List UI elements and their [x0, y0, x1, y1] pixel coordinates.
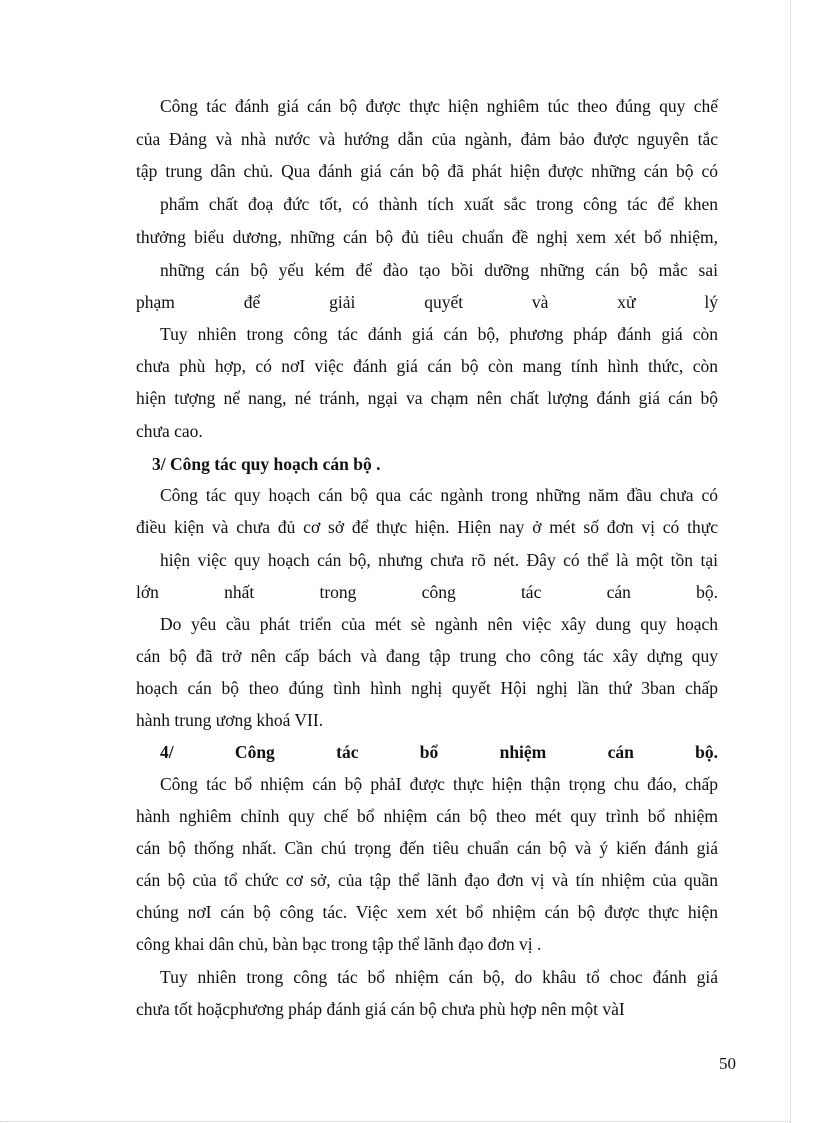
paragraph-line: Công tác bổ nhiệm cán bộ phảI được thực hiện thận trọng chu đáo, chấp	[160, 774, 718, 794]
paragraph-line: cán bộ đã trở nên cấp bách và đang tập trung cho công tác xây dựng quy	[136, 646, 718, 666]
paragraph-line: chưa tốt hoặcphương pháp đánh giá cán bộ chưa phù hợp nên một vàI	[136, 999, 625, 1019]
paragraph-line: phẩm chất đoạ đức tốt, có thành tích xuất sắc trong công tác để khen	[160, 194, 718, 214]
paragraph-line: Tuy nhiên trong công tác bổ nhiệm cán bộ, do khâu tổ choc đánh giá	[160, 967, 718, 987]
paragraph-line: tập trung dân chủ. Qua đánh giá cán bộ đã phát hiện được những cán bộ có	[136, 161, 718, 181]
paragraph-line: Công tác quy hoạch cán bộ qua các ngành trong những năm đầu chưa có	[160, 485, 718, 505]
paragraph-line: cán bộ thống nhất. Cần chú trọng đến tiêu chuẩn cán bộ và ý kiến đánh giá	[136, 838, 718, 858]
paragraph-line: thưởng biểu dương, những cán bộ đủ tiêu chuẩn đề nghị xem xét bổ nhiệm,	[136, 227, 718, 247]
paragraph-line: Do yêu cầu phát triển của mét sè ngành nên việc xây dung quy hoạch	[160, 614, 718, 634]
paragraph-line: chưa cao.	[136, 421, 203, 441]
paragraph-line: công khai dân chủ, bàn bạc trong tập thể lãnh đạo đơn vị .	[136, 934, 542, 954]
paragraph-line: lớn nhất trong công tác cán bộ.	[136, 582, 718, 602]
paragraph-line: chúng nơI cán bộ công tác. Việc xem xét bổ nhiệm cán bộ được thực hiện	[136, 902, 718, 922]
page-border-right	[790, 0, 791, 1123]
page-number: 50	[719, 1054, 736, 1073]
paragraph-line: Tuy nhiên trong công tác đánh giá cán bộ, phương pháp đánh giá còn	[160, 324, 718, 344]
section-heading: 4/ Công tác bổ nhiệm cán bộ.	[160, 742, 718, 762]
section-heading: 3/ Công tác quy hoạch cán bộ .	[152, 454, 381, 474]
paragraph-line: phạm để giải quyết và xử lý	[136, 292, 718, 312]
paragraph-line: những cán bộ yếu kém để đào tạo bồi dưỡng những cán bộ mắc sai	[160, 260, 718, 280]
paragraph-line: hành trung ương khoá VII.	[136, 710, 324, 730]
paragraph-line: hành nghiêm chỉnh quy chế bổ nhiệm cán bộ theo mét quy trình bổ nhiệm	[136, 806, 718, 826]
paragraph-line: hiện việc quy hoạch cán bộ, nhưng chưa rõ nét. Đây có thể là một tồn tại	[160, 550, 718, 570]
paragraph-line: Công tác đánh giá cán bộ được thực hiện nghiêm túc theo đúng quy chế	[160, 96, 718, 116]
paragraph-line: hiện tượng nể nang, né tránh, ngại va chạm nên chất lượng đánh giá cán bộ	[136, 388, 718, 408]
page-border-bottom	[0, 1121, 790, 1122]
paragraph-line: hoạch cán bộ theo đúng tình hình nghị quyết Hội nghị lần thứ 3ban chấp	[136, 678, 718, 698]
paragraph-line: cán bộ của tổ chức cơ sở, của tập thể lãnh đạo đơn vị và tín nhiệm của quần	[136, 870, 718, 890]
paragraph-line: chưa phù hợp, có nơI việc đánh giá cán bộ còn mang tính hình thức, còn	[136, 356, 718, 376]
paragraph-line: của Đảng và nhà nước và hướng dẫn của ngành, đảm bảo được nguyên tắc	[136, 129, 718, 149]
paragraph-line: điều kiện và chưa đủ cơ sở để thực hiện. Hiện nay ở mét số đơn vị có thực	[136, 517, 718, 537]
